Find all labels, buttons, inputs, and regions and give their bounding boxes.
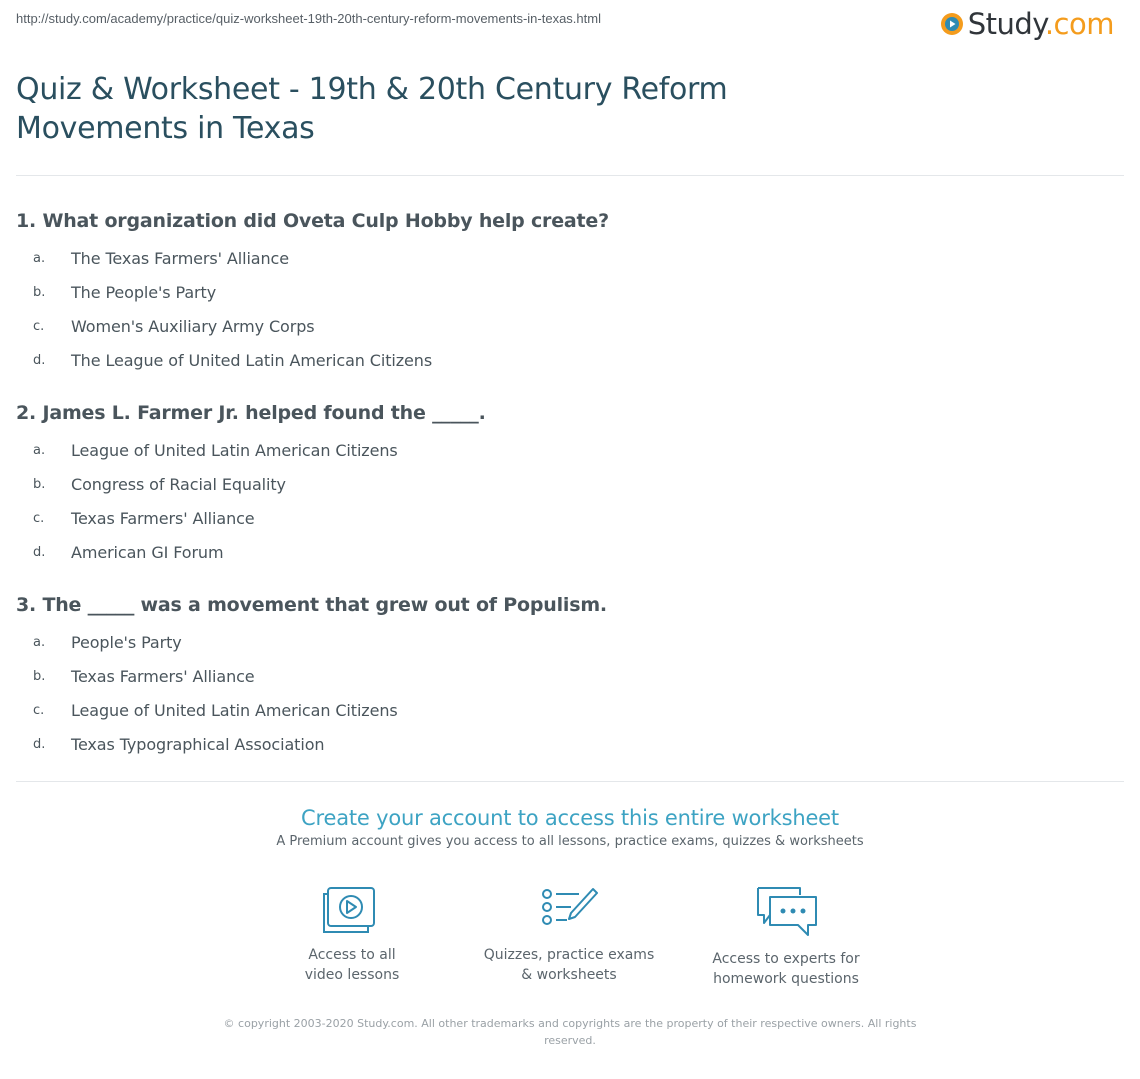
copyright-text: © copyright 2003-2020 Study.com. All other trademarks and copyrights are the property of their respective owners. All rights reserved.: [223, 1017, 917, 1047]
answer-text: The Texas Farmers' Alliance: [71, 248, 289, 268]
answer-text: The League of United Latin American Citizens: [71, 350, 433, 370]
question-text: 1. What organization did Oveta Culp Hobby help create?: [16, 210, 609, 232]
answer-option: [16, 659, 1116, 693]
cta-subtitle: A Premium account gives you access to all lessons, practice exams, quizzes & worksheets: [276, 834, 864, 849]
answer-option: [16, 693, 1116, 727]
question-2: [16, 399, 1116, 569]
answer-option: [16, 501, 1116, 535]
feature-quizzes: [469, 885, 669, 985]
quiz-checklist-icon: [539, 885, 599, 935]
answer-text: League of United Latin American Citizens: [71, 700, 398, 720]
answer-text: People's Party: [71, 632, 182, 652]
answer-letter: a.: [33, 250, 46, 266]
answer-letter: a.: [33, 634, 46, 650]
answer-option: [16, 535, 1116, 569]
answer-option: [16, 309, 1116, 343]
question-text: 2. James L. Farmer Jr. helped found the _____.: [16, 402, 486, 424]
answer-letter: b.: [33, 476, 46, 492]
answer-letter: b.: [33, 284, 46, 300]
answer-text: The People's Party: [71, 282, 217, 302]
answer-letter: c.: [33, 318, 45, 334]
chat-bubbles-icon: [754, 885, 818, 939]
answer-option: [16, 467, 1116, 501]
feature-label: Quizzes, practice exams & worksheets: [483, 947, 655, 983]
answer-letter: b.: [33, 668, 46, 684]
answer-text: League of United Latin American Citizens: [71, 440, 398, 460]
divider: [16, 781, 1124, 782]
question-3: [16, 591, 1116, 761]
question-1: [16, 207, 1116, 377]
feature-experts: [686, 885, 886, 989]
create-account-link[interactable]: Create your account to access this entire worksheet: [301, 806, 839, 830]
answer-option: [16, 241, 1116, 275]
page-url: http://study.com/academy/practice/quiz-worksheet-19th-20th-century-reform-movements-in-texas.html: [16, 11, 601, 26]
play-logo-icon: [940, 12, 964, 36]
feature-video-lessons: [252, 885, 452, 985]
answer-option: [16, 343, 1116, 377]
video-lesson-icon: [322, 885, 382, 935]
divider: [16, 175, 1124, 176]
answer-option: [16, 625, 1116, 659]
answer-letter: d.: [33, 736, 46, 752]
answer-letter: d.: [33, 544, 46, 560]
answer-text: Texas Typographical Association: [71, 734, 325, 754]
logo-text: Study.com: [967, 7, 1114, 41]
answer-option: [16, 727, 1116, 761]
cta-section: [0, 804, 1140, 849]
answer-option: [16, 433, 1116, 467]
answer-letter: a.: [33, 442, 46, 458]
answer-letter: c.: [33, 702, 45, 718]
study-logo[interactable]: [940, 6, 1114, 42]
answer-text: Women's Auxiliary Army Corps: [71, 316, 315, 336]
answer-letter: c.: [33, 510, 45, 526]
feature-label: Access to experts for homework questions: [712, 951, 860, 987]
feature-label: Access to all video lessons: [304, 947, 400, 983]
answer-text: Texas Farmers' Alliance: [71, 666, 255, 686]
answer-letter: d.: [33, 352, 46, 368]
answer-text: Congress of Racial Equality: [71, 474, 286, 494]
answer-option: [16, 275, 1116, 309]
question-text: 3. The _____ was a movement that grew out of Populism.: [16, 594, 607, 616]
page-title: Quiz & Worksheet - 19th & 20th Century Reform Movements in Texas: [16, 72, 728, 146]
answer-text: American GI Forum: [71, 542, 224, 562]
answer-text: Texas Farmers' Alliance: [71, 508, 255, 528]
